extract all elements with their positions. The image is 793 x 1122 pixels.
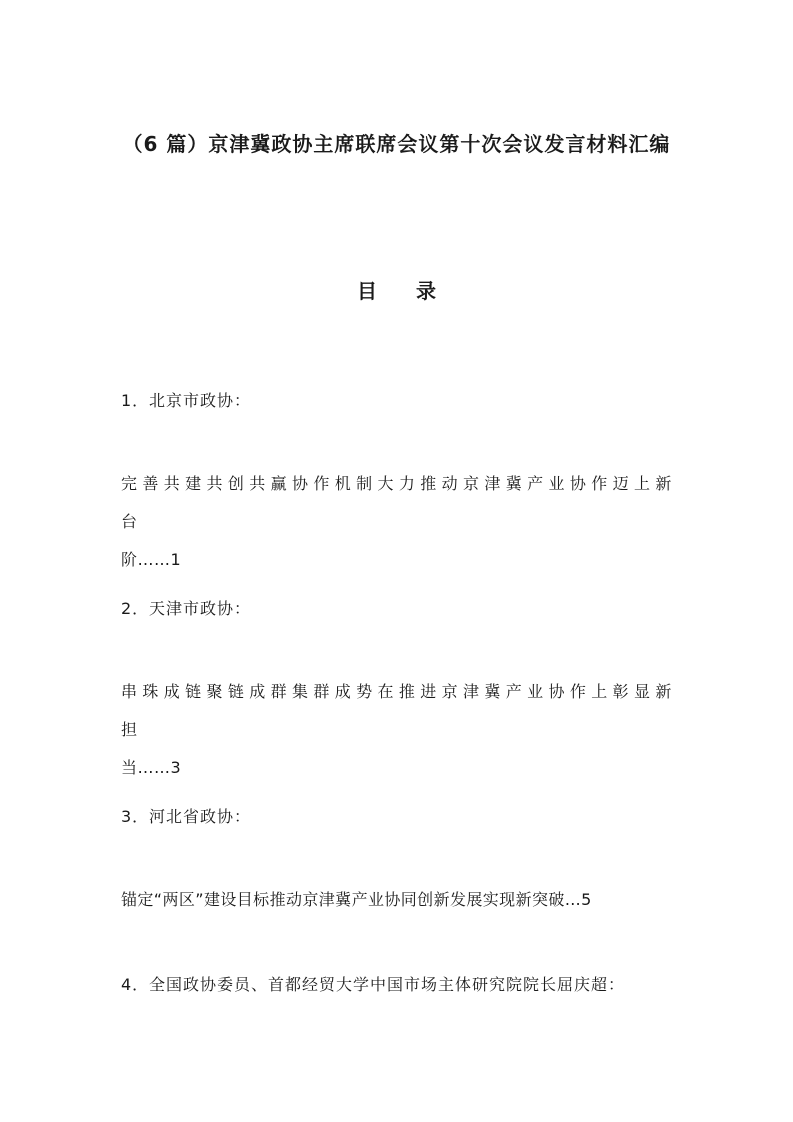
toc-entry-1-label <box>121 388 251 411</box>
toc-entry-speaker: 北京市政协： <box>149 391 252 410</box>
toc-entry-number: 1． <box>121 391 150 410</box>
toc-entry-2-title[interactable] <box>121 673 676 787</box>
toc-entry-3-title[interactable] <box>121 881 676 919</box>
toc-entry-1-title[interactable] <box>121 465 676 579</box>
toc-heading: 目 录 <box>357 279 452 303</box>
toc-entry-title-line: 完善共建共创共赢协作机制大力推动京津冀产业协作迈上新台 <box>121 474 676 531</box>
toc-entry-4-label <box>121 972 625 995</box>
toc-entry-3-label <box>121 804 251 827</box>
toc-entry-speaker: 全国政协委员、首都经贸大学中国市场主体研究院院长屈庆超： <box>149 975 626 994</box>
toc-entry-number: 4． <box>121 975 150 994</box>
toc-entry-number: 3． <box>121 807 150 826</box>
toc-entry-2-label <box>121 596 251 619</box>
toc-entry-title-line-page: 当……3 <box>121 758 182 777</box>
toc-entry-title-line: 串珠成链聚链成群集群成势在推进京津冀产业协作上彰显新担 <box>121 682 676 739</box>
toc-entry-title-line-page: 阶……1 <box>121 550 182 569</box>
toc-entry-speaker: 天津市政协： <box>149 599 252 618</box>
toc-entry-title-line: 锚定“两区”建设目标推动京津冀产业协同创新发展实现新突破…5 <box>121 890 592 909</box>
toc-entry-speaker: 河北省政协： <box>149 807 252 826</box>
toc-entry-number: 2． <box>121 599 150 618</box>
document-title: （6 篇）京津冀政协主席联席会议第十次会议发言材料汇编 <box>122 132 671 156</box>
